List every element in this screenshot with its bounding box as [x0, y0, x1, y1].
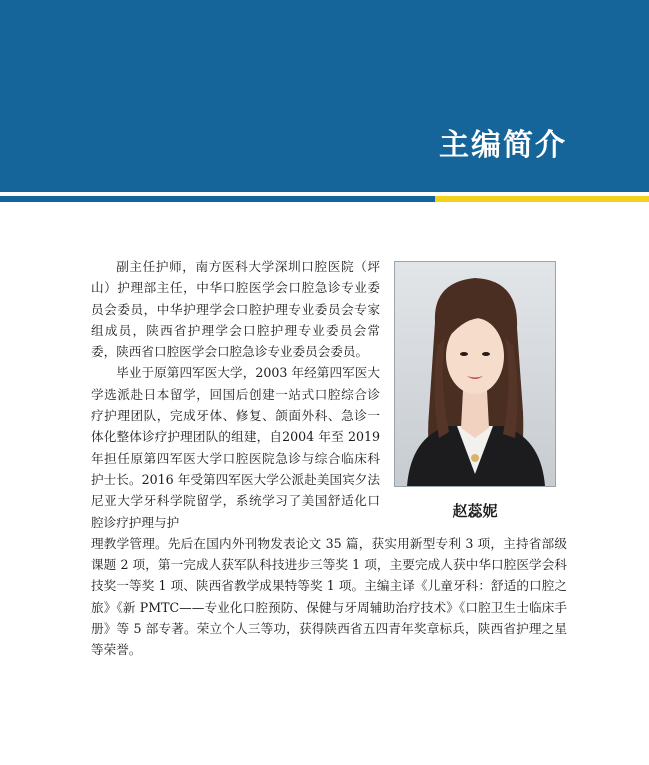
bio-line: 委员会专家组成员，陕西省护理学会口腔护理	[91, 301, 381, 338]
header-rule-yellow	[435, 196, 649, 202]
header-rule-blue	[0, 196, 435, 202]
bio-line: 部级课题 2 项，第一完成人获军队科技进步三等奖 1 项，主要完成人获中华口腔	[91, 535, 567, 573]
bio-line: （坪山）护理部主任，中华口腔医学会口腔急诊	[91, 259, 381, 296]
bio-paragraph-2-continued	[91, 533, 567, 661]
bio-text	[91, 256, 567, 661]
bio-line: 副主任护师，南方医科大学深圳口腔医院	[116, 259, 355, 274]
profile-name: 赵蕊妮	[452, 502, 498, 520]
bio-line: 腔综合诊疗护理团队，完成牙体、修复、颌面外	[91, 386, 381, 424]
bio-line: 《口腔卫生士临床手册》等 5 部专著。荣立个人三等功，获得陕西省五四青年奖	[91, 599, 568, 637]
bio-line: 科、急诊一体化整体诊疗护理团队的组建，自	[91, 408, 381, 445]
bio-column-narrow	[91, 256, 380, 533]
bio-line: 医大学公派赴美国宾夕法尼亚大学牙科学院留	[91, 471, 381, 509]
bio-line: 舒适的口腔之旅》《新 PMTC——专业化口腔预防、保健与牙周辅助治疗技术》	[91, 578, 567, 615]
bio-line: 毕业于原第四军医大学，2003 年经第四军	[116, 365, 355, 381]
bio-line: 专业委员会常委，陕西省口腔医学会口腔急诊	[91, 322, 381, 360]
bio-line: 章标兵，陕西省护理之星等荣誉。	[91, 621, 568, 658]
bio-line: 院急诊与综合临床科护士长。2016 年受第四军	[91, 450, 381, 487]
bio-line: 专业委员会委员。	[267, 344, 369, 360]
bio-paragraph-2	[91, 362, 380, 532]
bio-line: 理教学管理。先后在国内外刊物发表论文 35 篇，获实用新型专利 3 项，主持省	[91, 535, 542, 551]
bio-line: 专业委员会委员，中华护理学会口腔护理专业	[91, 280, 381, 317]
bio-paragraph-1	[91, 256, 380, 362]
bio-line: 医学会科技奖一等奖 1 项、陕西省教学成果特等奖 1 项。主编主译《儿童牙科：	[91, 557, 568, 594]
bio-line: 学，系统学习了美国舒适化口腔诊疗护理与护	[91, 493, 381, 530]
page-title: 主编简介	[439, 128, 567, 163]
bio-line: 2004 年至 2019 年担任原第四军医大学口腔医	[91, 429, 381, 466]
bio-column-wide	[91, 533, 567, 661]
bio-line: 医大学选派赴日本留学，回国后创建一站式口	[91, 365, 380, 402]
